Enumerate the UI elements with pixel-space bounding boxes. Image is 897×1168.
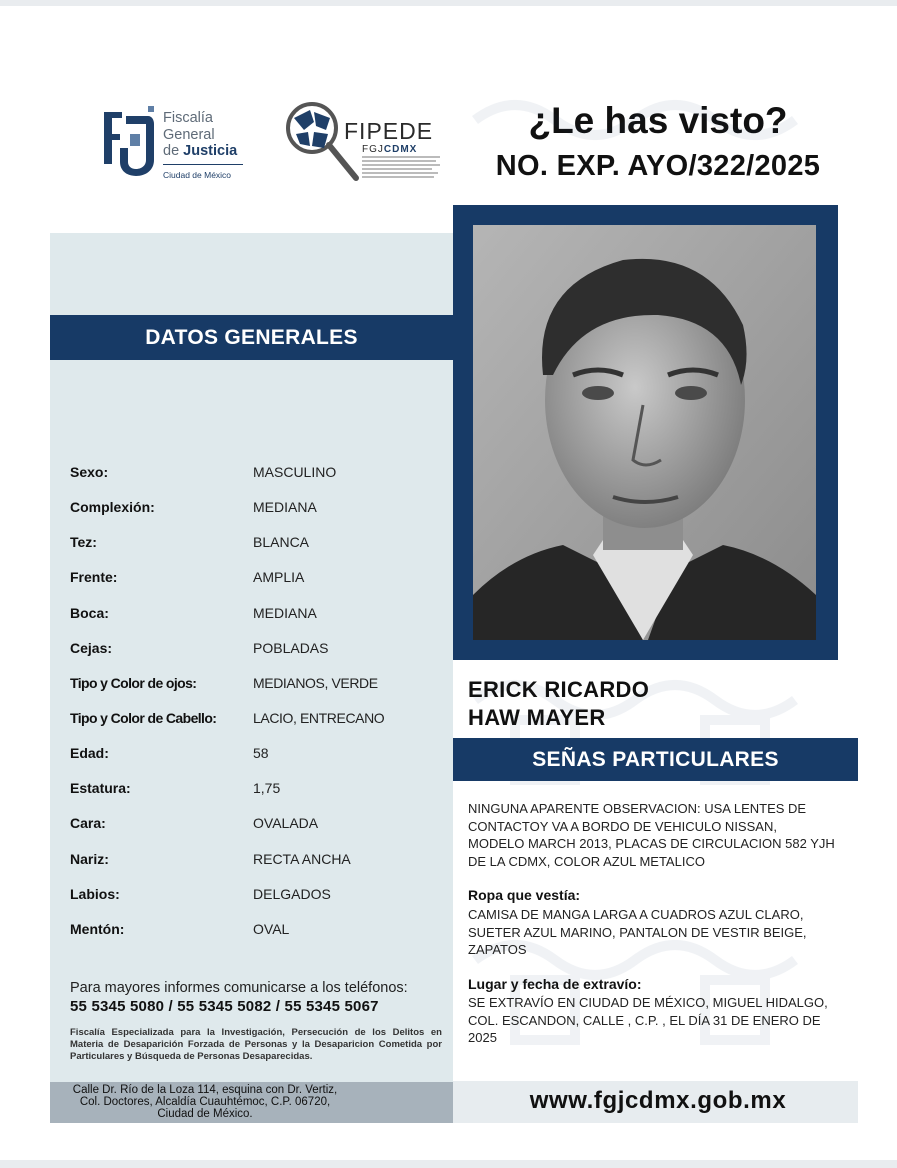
address-line1: Calle Dr. Río de la Loza 114, esquina con Dr. Vertiz,	[72, 1084, 338, 1096]
field-value: MEDIANOS, VERDE	[253, 674, 378, 691]
contact-block	[70, 980, 442, 1063]
person-name-line1: ERICK RICARDO	[468, 677, 650, 702]
field-value: AMPLIA	[253, 569, 305, 586]
field-row	[70, 913, 450, 948]
field-row	[70, 526, 450, 561]
field-value: MEDIANA	[253, 604, 317, 621]
field-label: Cejas:	[70, 639, 113, 656]
page-title: ¿Le has visto?	[528, 100, 788, 141]
field-row	[70, 632, 450, 667]
clothing-text: CAMISA DE MANGA LARGA A CUADROS AZUL CLARO, SUETER AZUL MARINO, PANTALON DE VESTIR BEIGE, ZAPATOS	[468, 907, 807, 957]
field-row	[70, 737, 450, 772]
field-row	[70, 807, 450, 842]
datos-generales-header: DATOS GENERALES	[50, 315, 453, 360]
person-name	[468, 676, 649, 732]
field-row	[70, 772, 450, 807]
field-row	[70, 561, 450, 596]
field-label: Estatura:	[70, 780, 131, 797]
field-label: Sexo:	[70, 464, 109, 480]
field-row	[70, 702, 450, 737]
fgj-line2: General	[163, 126, 215, 143]
field-row	[70, 667, 450, 702]
field-value: BLANCA	[253, 534, 310, 551]
field-value: LACIO, ENTRECANO	[253, 709, 385, 726]
field-value: MEDIANA	[253, 499, 317, 516]
fipede-sub-prefix: FGJ	[362, 144, 384, 155]
top-border	[0, 0, 897, 6]
missing-person-photo	[473, 225, 816, 640]
field-value: OVALADA	[253, 815, 319, 832]
field-label: Labios:	[70, 885, 120, 902]
fgj-logo	[100, 104, 250, 182]
field-value: POBLADAS	[253, 639, 329, 656]
place-date-text: SE EXTRAVÍO EN CIUDAD DE MÉXICO, MIGUEL HIDALGO, COL. ESCANDON, CALLE , C.P. , EL DÍA 31 DE ENERO DE 2025	[468, 995, 828, 1045]
field-value: 1,75	[253, 780, 281, 797]
field-label: Nariz:	[70, 850, 109, 867]
field-value: DELGADOS	[253, 885, 331, 902]
field-label: Mentón:	[70, 920, 125, 937]
field-row	[70, 843, 450, 878]
distinguishing-marks-text: NINGUNA APARENTE OBSERVACION: USA LENTES DE CONTACTOY VA A BORDO DE VEHICULO NISSAN, MODELO MARCH 2013, PLACAS DE CIRCULACION 582 YJH DE LA CDMX, COLOR AZUL METALICO	[468, 801, 835, 869]
field-value: MASCULINO	[253, 464, 337, 480]
fipede-sub-bold: CDMX	[383, 144, 418, 155]
contact-intro: Para mayores informes comunicarse a los teléfonos:	[70, 980, 408, 996]
fipede-title: FIPEDE	[344, 118, 434, 144]
field-label: Complexión:	[70, 499, 155, 516]
field-label: Edad:	[70, 745, 109, 762]
bottom-border	[0, 1160, 897, 1168]
fgj-line1: Fiscalía	[163, 110, 213, 126]
person-name-line2: HAW MAYER	[468, 705, 606, 730]
field-value: OVAL	[253, 920, 290, 937]
agency-description: Fiscalía Especializada para la Investigación, Persecución de los Delitos en Materia de Desaparición Forzada de Personas y la Desaparicion Cometida por Particulares y Búsqueda de Personas Desaparecidas.	[70, 1027, 442, 1062]
field-label: Frente:	[70, 569, 118, 586]
field-row	[70, 597, 450, 632]
senas-particulares-header: SEÑAS PARTICULARES	[453, 738, 858, 781]
field-row	[70, 878, 450, 913]
fgj-city: Ciudad de México	[163, 164, 243, 184]
field-row	[70, 456, 450, 491]
fgj-line3-bold: Justicia	[183, 143, 238, 159]
field-value: RECTA ANCHA	[253, 850, 351, 867]
field-label: Tipo y Color de Cabello:	[70, 709, 217, 726]
website-link[interactable]: www.fgjcdmx.gob.mx	[529, 1087, 787, 1114]
field-label: Tipo y Color de ojos:	[70, 674, 197, 691]
clothing-title: Ropa que vestía:	[468, 887, 581, 903]
general-data-list	[70, 456, 450, 948]
fipede-logo	[280, 100, 450, 185]
address-line3: Ciudad de México.	[157, 1108, 253, 1120]
field-row	[70, 491, 450, 526]
file-number: NO. EXP. AYO/322/2025	[495, 150, 821, 182]
field-value: 58	[253, 745, 269, 762]
field-label: Tez:	[70, 534, 97, 551]
fgj-line3-prefix: de	[163, 143, 184, 159]
address-line2: Col. Doctores, Alcaldía Cuauhtémoc, C.P. 06720,	[79, 1096, 331, 1108]
fipede-fine-print	[362, 156, 442, 180]
field-label: Boca:	[70, 604, 109, 621]
place-date-title: Lugar y fecha de extravío:	[468, 976, 642, 992]
fgj-emblem-icon	[100, 104, 158, 180]
address	[50, 1084, 360, 1120]
phone-numbers: 55 5345 5080 / 55 5345 5082 / 55 5345 5067	[70, 998, 379, 1015]
field-label: Cara:	[70, 815, 106, 832]
